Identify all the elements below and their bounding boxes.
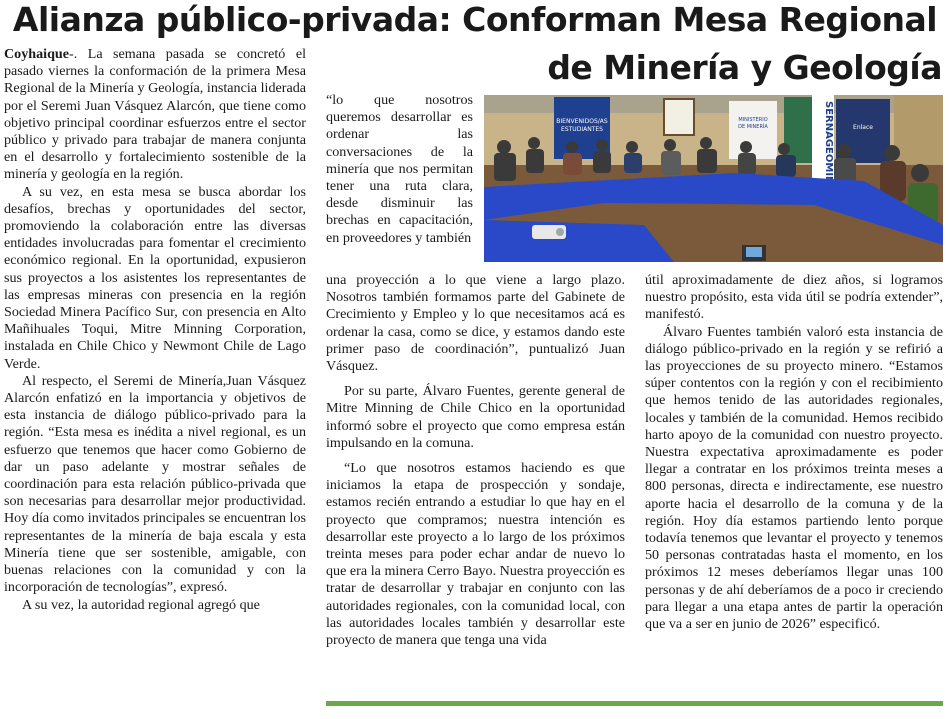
article-column-1 bbox=[4, 46, 306, 614]
article-paragraph: Álvaro Fuentes también valoró esta instancia de diálogo público-privado en la región y se refirió a las proyecciones de su proyecto minero. “Estamos súper contentos con la región y con el recibimiento que hemos tenido de las autoridades regionales, locales y también de la comunidad. Hemos recibido harto apoyo de la comunidad con nuestro proyecto. Nuestra expectativa aproximadamente es poder llegar a contratar en los próximos treinta meses a 800 personas, directa e indirectamente, ese nuestro aporte hacia el desarrollo de la comuna y de la región. Hoy día estamos partiendo lento porque todavía tenemos que levantar el proyecto y tenemos 50 personas contratadas hasta el momento, en los próximos 12 meses deberíamos llegar unas 100 personas y de ahí deberíamos de a poco ir creciendo para llegar a una etapa antes de partir la operación que va a ser en junio de 2026” especificó. bbox=[645, 323, 943, 633]
lead-text: -. La semana pasada se concretó el pasado viernes la conformación de la primera Mesa Regional de la Minería y Geología, instancia liderada por el Seremi Juan Vásquez Alarcón, que tiene como objetivo principal coordinar esfuerzos entre el sector público y privado para trabajar de manera conjunta en el desarrollo y fortalecimiento sostenible de la minería y geología en la región. bbox=[4, 46, 306, 183]
article-lead-paragraph bbox=[4, 46, 306, 184]
article-paragraph: “Lo que nosotros estamos haciendo es que iniciamos la etapa de prospección y sondaje, estamos recién entrando a estudiar lo que hay en el proyecto que compramos; nuestra intención es desarrollar este proyecto a lo largo de los próximos treinta meses para poder echar andar de nuevo lo que era la minera Cerro Bayo. Nuestra proyección es tratar de desarrollar y trabajar en conjunto con las autoridades regionales, con la comunidad local, con las autoridades locales también y desarrollar este proyecto de manera que tenga una vida bbox=[326, 460, 625, 649]
article-paragraph: útil aproximadamente de diez años, si logramos nuestro propósito, esta vida útil se podría extender”, manifestó. bbox=[645, 272, 943, 323]
article-paragraph: A su vez, en esta mesa se busca abordar los desafíos, brechas y oportunidades del sector, promoviendo la colaboración entre las diversas entidades involucradas para fomentar el crecimiento económico regional. En la oportunidad, expusieron sus proyectos a los asistentes los representantes de las empresas mineras con presencia en la región Sociedad Minera Pacífico Sur, con presencia en Alto Mañihuales Toqui, Mitre Minning Corporation, instalada en Chile Chico y Newmont Chile de Lago Verde. bbox=[4, 183, 306, 372]
banner-text: ESTUDIANTES bbox=[561, 126, 603, 133]
banner-text: BIENVENIDOS/AS bbox=[556, 118, 608, 125]
article-paragraph: una proyección a lo que viene a largo plazo. Nosotros también formamos parte del Gabinete de Crecimiento y Empleo y lo que necesitamos acá es ordenar la casa, como se dice, y estamos dando este primer paso de coordinación”, puntualizó Juan Vásquez. bbox=[326, 272, 625, 375]
bottom-divider bbox=[326, 701, 943, 706]
banner-text: DE MINERÍA bbox=[738, 124, 768, 130]
article-paragraph: A su vez, la autoridad regional agregó que bbox=[22, 596, 260, 613]
headline-line-2: de Minería y Geología bbox=[547, 48, 942, 87]
banner-text: Enlace bbox=[853, 124, 873, 131]
article-column-2-bottom bbox=[326, 272, 625, 649]
dateline: Coyhaique bbox=[4, 46, 70, 62]
headline-line-1: Alianza público-privada: Conforman Mesa Regional bbox=[12, 0, 938, 39]
article-column-2-top bbox=[326, 92, 473, 247]
meeting-photo bbox=[484, 95, 943, 262]
banner-text: SERNAGEOMIN bbox=[823, 101, 834, 185]
article-column-3 bbox=[645, 272, 943, 633]
meeting-photo-illustration bbox=[484, 95, 943, 262]
article-paragraph: Por su parte, Álvaro Fuentes, gerente general de Mitre Minning de Chile Chico en la oportunidad informó sobre el proyecto que como empresa están impulsando en la comuna. bbox=[326, 383, 625, 451]
article-paragraph: “lo que nosotros queremos desarrollar es ordenar las conversaciones de la minería que nos permitan tener una ruta clara, desde disminuir las brechas en capacitación, en proveedores y también bbox=[326, 92, 473, 246]
article-paragraph: Al respecto, el Seremi de Minería,Juan Vásquez Alarcón enfatizó en la importancia y objetivos de esta instancia de diálogo público-privado para la región. “Esta mesa es inédita a nivel regional, es un esfuerzo que tenemos que hacer como Gobierno de dar un paso adelante y mostrar señales de coordinación para esta relación público-privada que son necesarias para desarrollar mejor productividad. Hoy día como invitados principales se encuentran los representantes de la minería de baja escala y esta Minería tiene que ser sostenible, amigable, con buenas relaciones con la comunidad y con la incorporación de tecnologías”, expresó. bbox=[4, 372, 306, 596]
banner-text: MINISTERIO bbox=[738, 117, 768, 123]
